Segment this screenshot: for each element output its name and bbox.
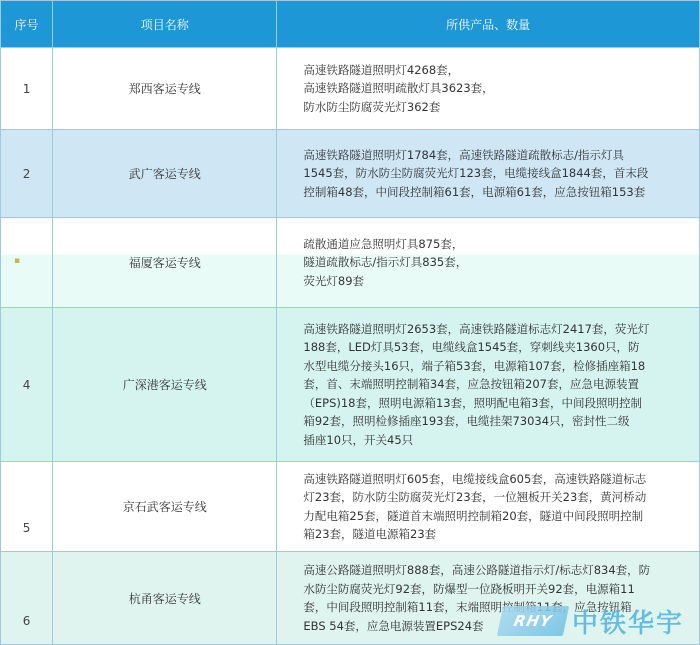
table-row xyxy=(1,130,700,218)
product-list xyxy=(277,218,700,308)
product-line: 荧光灯89套 xyxy=(303,272,681,291)
product-line: 防水防尘防腐荧光灯362套 xyxy=(303,98,681,117)
product-line: 套，中间段照明控制箱11套，末端照明控制箱11套，应急按钮箱 xyxy=(303,598,681,617)
project-name: 武广客运专线 xyxy=(53,130,277,218)
product-line: 疏散通道应急照明灯具875套， xyxy=(303,235,681,254)
product-line: 高速公路隧道照明灯888套，高速公路隧道指示灯/标志灯834套，防 xyxy=(303,561,681,580)
product-line: 套，首、末端照明控制箱34套，应急按钮箱207套，应急电源装置 xyxy=(303,375,681,394)
row-index: 1 xyxy=(1,48,53,130)
project-name: 郑西客运专线 xyxy=(53,48,277,130)
table-row xyxy=(1,462,700,552)
product-line: EBS 54套，应急电源装置EPS24套 xyxy=(303,617,681,636)
row-index: 2 xyxy=(1,130,53,218)
watermark-logo: RHY xyxy=(497,606,569,636)
row-index: 5 xyxy=(1,462,53,552)
product-list xyxy=(277,130,700,218)
project-name: 广深港客运专线 xyxy=(53,308,277,462)
product-list xyxy=(277,308,700,462)
product-line: 水防尘防腐荧光灯92套，防爆型一位跷板明开关92套，电源箱11 xyxy=(303,580,681,599)
table-row xyxy=(1,218,700,308)
product-line: 箱23套，隧道电源箱23套 xyxy=(303,525,681,544)
project-name: 京石武客运专线 xyxy=(53,462,277,552)
table-header-row xyxy=(1,1,700,48)
product-line: 灯23套，防水防尘防腐荧光灯23套，一位翘板开关23套，黄河桥动 xyxy=(303,488,681,507)
product-line: 1545套，防水防尘防腐荧光灯123套，电缆接线盒1844套，首末段 xyxy=(303,164,681,183)
product-line: 高速铁路隧道照明灯1784套，高速铁路隧道疏散标志/指示灯具 xyxy=(303,146,681,165)
product-line: 高速铁路隧道照明疏散灯具3623套， xyxy=(303,79,681,98)
row-index xyxy=(1,218,53,308)
project-name: 杭甬客运专线 xyxy=(53,552,277,645)
product-line: 插座10只，开关45只 xyxy=(303,431,681,450)
table-row xyxy=(1,308,700,462)
product-line: 力配电箱25套，隧道首末端照明控制箱20套，隧道中间段照明控制 xyxy=(303,507,681,526)
product-line: 高速铁路隧道照明灯2653套，高速铁路隧道标志灯2417套，荧光灯 xyxy=(303,320,681,339)
product-list xyxy=(277,48,700,130)
product-line: 水型电缆分接头16只，端子箱53套，电源箱107套，检修插座箱18 xyxy=(303,357,681,376)
product-line: 箱92套，照明检修插座193套，电缆挂架73034只，密封性二级 xyxy=(303,412,681,431)
header-products: 所供产品、数量 xyxy=(277,1,700,48)
product-line: （EPS)18套，照明电源箱13套，照明配电箱3套，中间段照明控制 xyxy=(303,394,681,413)
small-artifact-icon: ▪ xyxy=(14,256,26,270)
watermark-text: 中铁华宇 xyxy=(572,603,684,640)
product-line: 高速铁路隧道照明灯4268套， xyxy=(303,61,681,80)
project-name: 福厦客运专线 xyxy=(53,218,277,308)
product-line: 控制箱48套，中间段控制箱61套，电源箱61套，应急按钮箱153套 xyxy=(303,183,681,202)
header-project-name: 项目名称 xyxy=(53,1,277,48)
table-row xyxy=(1,48,700,130)
product-line: 高速铁路隧道照明灯605套，电缆接线盒605套，高速铁路隧道标志 xyxy=(303,470,681,489)
row-index: 6 xyxy=(1,552,53,645)
product-line: 隧道疏散标志/指示灯具835套， xyxy=(303,253,681,272)
company-watermark xyxy=(500,601,684,641)
product-line: 188套，LED灯具53套，电缆线盒1545套，穿刺线夹1360只，防 xyxy=(303,338,681,357)
product-list xyxy=(277,462,700,552)
header-index: 序号 xyxy=(1,1,53,48)
row-index: 4 xyxy=(1,308,53,462)
